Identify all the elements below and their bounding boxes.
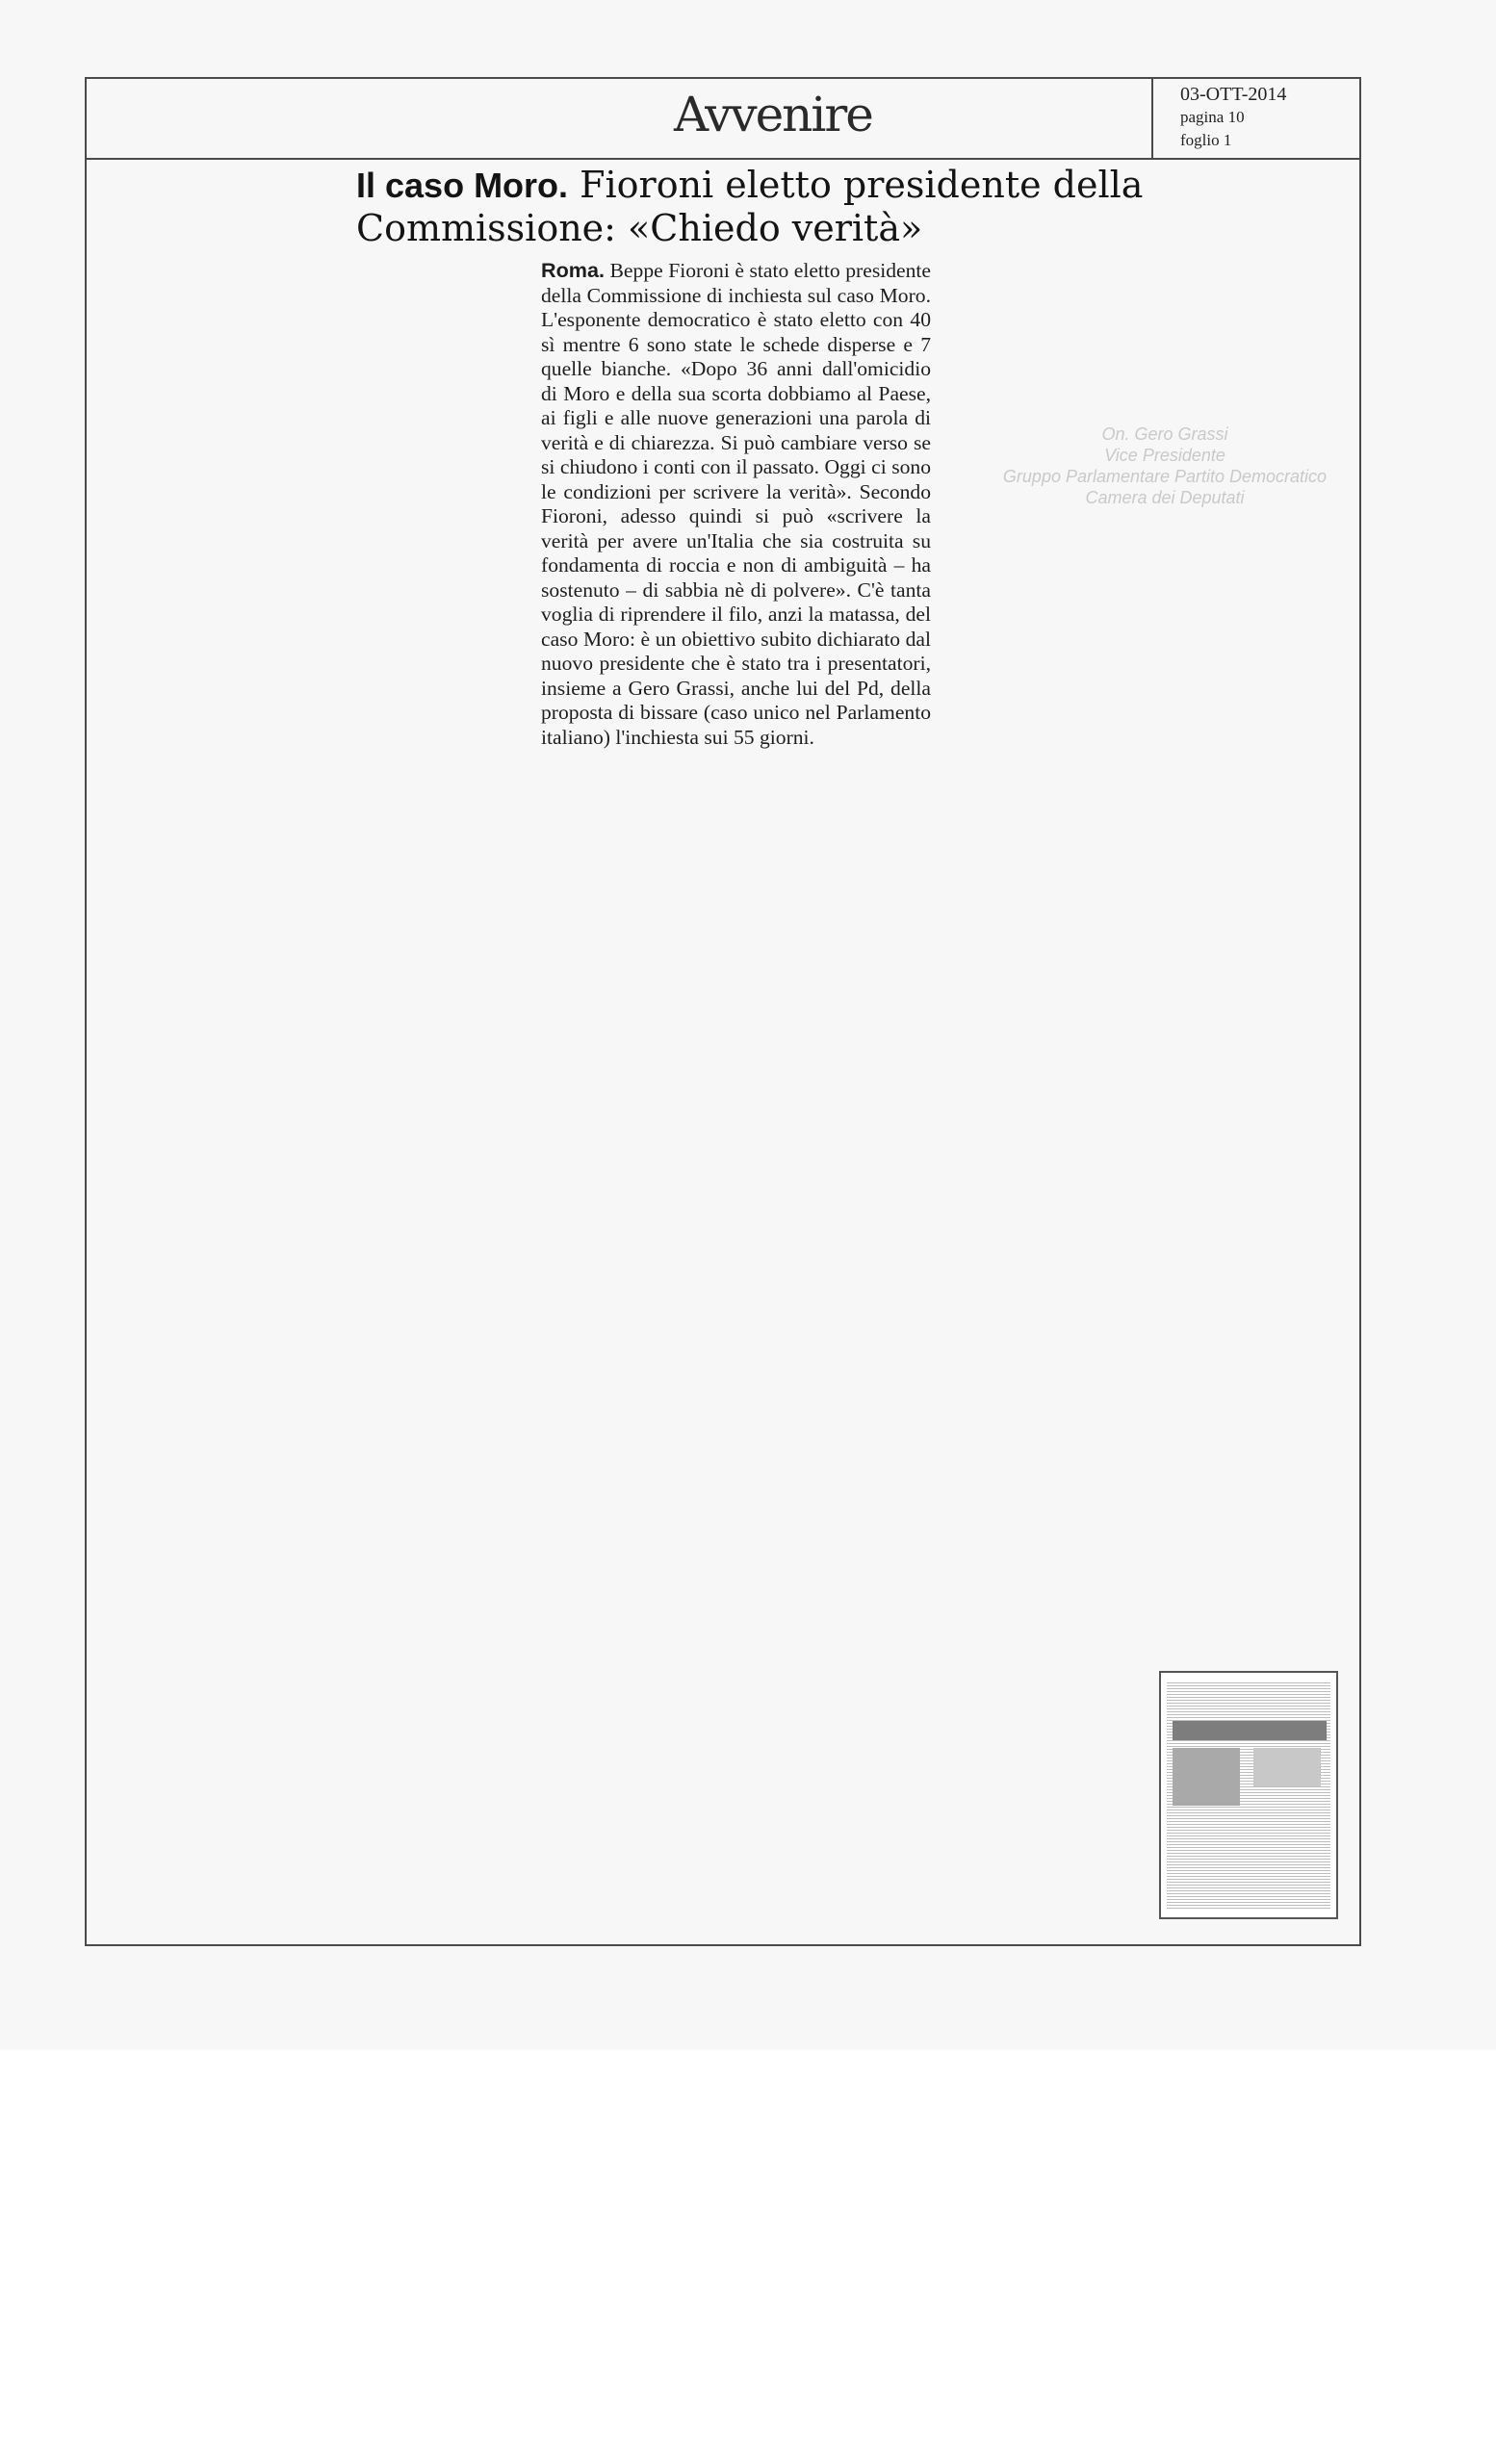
stamp-name: On. Gero Grassi [1101,424,1228,444]
headline-text: Fioroni eletto presidente della Commissione: «Chiedo verità» [356,164,1144,249]
clipping-date: 03-OTT-2014 [1180,84,1287,105]
thumbnail-headline-block [1173,1721,1327,1740]
headline-kicker: Il caso Moro. [356,166,569,205]
article-body [541,258,931,750]
stamp-group: Gruppo Parlamentare Partito Democratico [1002,467,1328,486]
thumbnail-photo-block-2 [1253,1748,1321,1786]
stamp-chamber: Camera dei Deputati [1085,488,1245,507]
clipping-sheet: foglio 1 [1180,131,1232,149]
article-dateline: Roma. [541,258,605,282]
article-headline [356,164,1146,249]
clipping-page: pagina 10 [1180,108,1245,126]
page-thumbnail [1159,1671,1338,1919]
thumbnail-photo-block [1173,1748,1240,1806]
deputy-stamp [953,424,1377,508]
clipping-metadata [1151,77,1361,160]
article-body-text: Beppe Fioroni è stato eletto presidente della Commissione di inchiesta sul caso Moro. L'esponente democratico è stato eletto con 40 sì mentre 6 sono state le schede disperse e 7 quelle bianche. «Dopo 36 anni dall'omicidio di Moro e della sua scorta dobbiamo al Paese, ai figli e alle nuove generazioni una parola di verità e di chiarezza. Si può cambiare verso se si chiudono i conti con il passato. Oggi ci sono le condizioni per scrivere la verità». Secondo Fioroni, adesso quindi si può «scrivere la verità per avere un'Italia che sia costruita su fondamenta di roccia e non di ambiguità – ha sostenuto – di sabbia nè di polvere». C'è tanta voglia di riprendere il filo, anzi la matassa, del caso Moro: è un obiettivo subito dichiarato dal nuovo presidente che è stato tra i presentatori, insieme a Gero Grassi, anche lui del Pd, della proposta di bissare (caso unico nel Parlamento italiano) l'inchiesta sui 55 giorni. [541,259,931,749]
newspaper-masthead: Avvenire [674,87,872,142]
stamp-role: Vice Presidente [1104,446,1225,465]
